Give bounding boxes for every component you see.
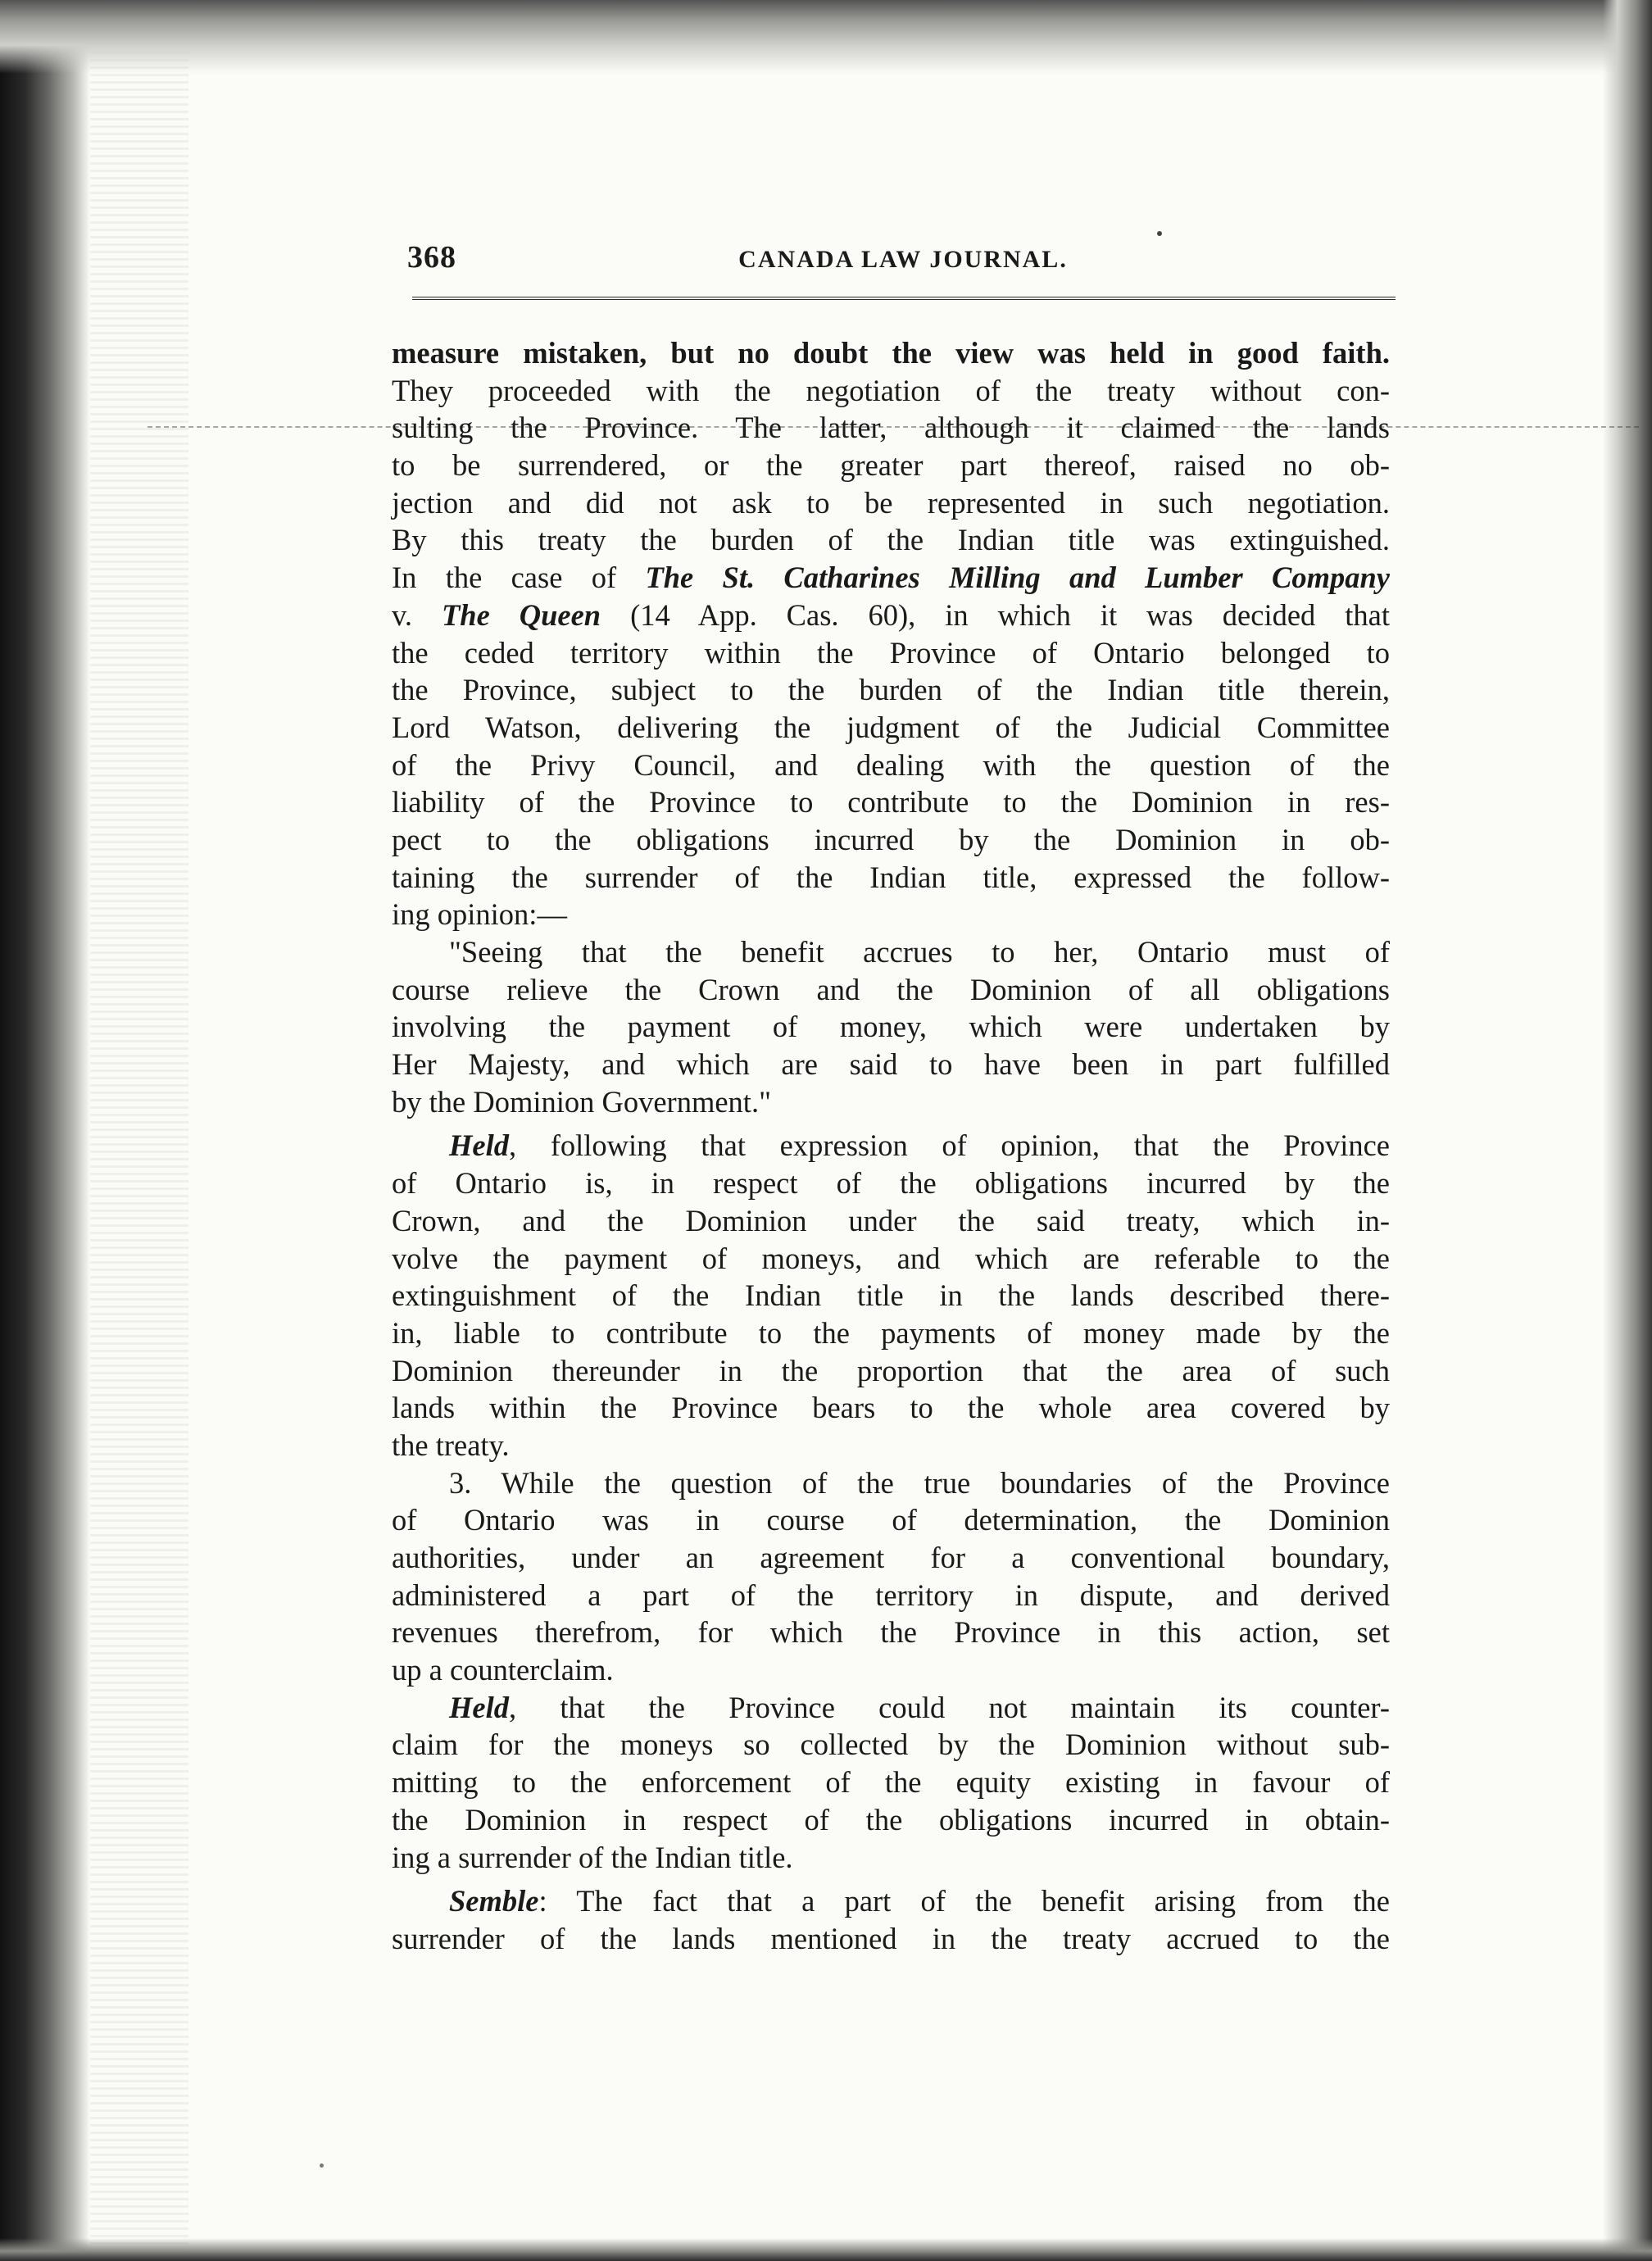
text-line: pect to the obligations incurred by the Dominion in ob- xyxy=(392,822,1390,856)
text-line: by the Dominion Government." xyxy=(392,1084,771,1119)
text-line: the ceded territory within the Province of Ontario belonged to xyxy=(392,635,1390,670)
text-line: taining the surrender of the Indian title, expressed the follow- xyxy=(392,860,1390,894)
scan-shadow-top xyxy=(0,0,1652,74)
text-line: extinguishment of the Indian title in the lands described there- xyxy=(392,1278,1390,1313)
text-line: course relieve the Crown and the Dominion of all obligations xyxy=(392,972,1390,1006)
body-text xyxy=(392,334,1390,1958)
text-line: the treaty. xyxy=(392,1428,510,1462)
text-line: Dominion thereunder in the proportion that the area of such xyxy=(392,1353,1390,1387)
text-line: Crown, and the Dominion under the said treaty, which in- xyxy=(392,1203,1390,1237)
header-rule xyxy=(412,297,1396,300)
text-line: authorities, under an agreement for a conventional boundary, xyxy=(392,1541,1390,1574)
text-line: the Province, subject to the burden of the Indian title therein, xyxy=(392,673,1390,707)
quotation-paragraph xyxy=(392,933,1390,1120)
text-line: Held, that the Province could not maintain its counter- xyxy=(449,1690,1390,1724)
page-header xyxy=(407,236,1399,293)
text-line: "Seeing that the benefit accrues to her, Ontario must of xyxy=(449,935,1390,969)
text-line: up a counterclaim. xyxy=(392,1653,614,1687)
semble-paragraph xyxy=(392,1882,1390,1957)
text-line: measure mistaken, but no doubt the view was held in good faith. xyxy=(392,336,1390,370)
text-line: administered a part of the territory in dispute, and derived xyxy=(392,1578,1390,1612)
text-line: of Ontario is, in respect of the obligations incurred by the xyxy=(392,1166,1390,1201)
text-line: mitting to the enforcement of the equity existing in favour of xyxy=(392,1765,1390,1800)
text-line: of Ontario was in course of determination, the Dominion xyxy=(392,1503,1390,1537)
scan-shadow-bottom xyxy=(0,2238,1652,2261)
text-line: claim for the moneys so collected by the Dominion without sub- xyxy=(392,1728,1390,1762)
text-line: They proceeded with the negotiation of the treaty without con- xyxy=(392,373,1390,407)
held-paragraph xyxy=(392,1127,1390,1464)
text-line: surrender of the lands mentioned in the treaty accrued to the xyxy=(392,1921,1390,1955)
text-line: liability of the Province to contribute to the Dominion in res- xyxy=(392,785,1390,819)
running-head: CANADA LAW JOURNAL. xyxy=(738,246,1068,273)
text-line: ing a surrender of the Indian title. xyxy=(392,1840,793,1874)
text-line: Lord Watson, delivering the judgment of the Judicial Committee xyxy=(392,710,1390,744)
text-line: sulting the Province. The latter, although it claimed the lands xyxy=(392,411,1390,445)
text-line: revenues therefrom, for which the Province in this action, set xyxy=(392,1615,1390,1650)
text-line: 3. While the question of the true boundaries of the Province xyxy=(449,1465,1390,1500)
numbered-paragraph xyxy=(392,1464,1390,1689)
held-paragraph xyxy=(392,1689,1390,1876)
text-line: v. The Queen (14 App. Cas. 60), in which it was decided that xyxy=(392,597,1390,632)
text-line: to be surrendered, or the greater part thereof, raised no ob- xyxy=(392,448,1390,483)
text-line: Semble: The fact that a part of the benefit arising from the xyxy=(449,1884,1390,1918)
text-line: ing opinion:— xyxy=(392,897,567,932)
ink-speck xyxy=(320,2163,324,2168)
text-line: the Dominion in respect of the obligations incurred in obtain- xyxy=(392,1802,1390,1836)
text-line: Held, following that expression of opinion, that the Province xyxy=(449,1128,1390,1163)
paragraph xyxy=(392,334,1390,933)
text-line: involving the payment of money, which were undertaken by xyxy=(392,1010,1390,1044)
scan-shadow-right xyxy=(1603,0,1652,2261)
text-line: jection and did not ask to be represented in such negotiation. xyxy=(392,485,1390,520)
page-number: 368 xyxy=(407,240,456,275)
scan-noise-left xyxy=(90,0,188,2261)
text-line: In the case of The St. Catharines Milling and Lumber Company xyxy=(392,561,1390,595)
text-line: Her Majesty, and which are said to have been in part fulfilled xyxy=(392,1047,1390,1082)
text-line: By this treaty the burden of the Indian title was extinguished. xyxy=(392,523,1390,557)
scan-shadow-left xyxy=(0,0,90,2261)
text-line: lands within the Province bears to the whole area covered by xyxy=(392,1391,1390,1425)
text-line: in, liable to contribute to the payments of money made by the xyxy=(392,1315,1390,1350)
text-line: of the Privy Council, and dealing with the question of the xyxy=(392,747,1390,782)
text-line: volve the payment of moneys, and which are referable to the xyxy=(392,1241,1390,1275)
